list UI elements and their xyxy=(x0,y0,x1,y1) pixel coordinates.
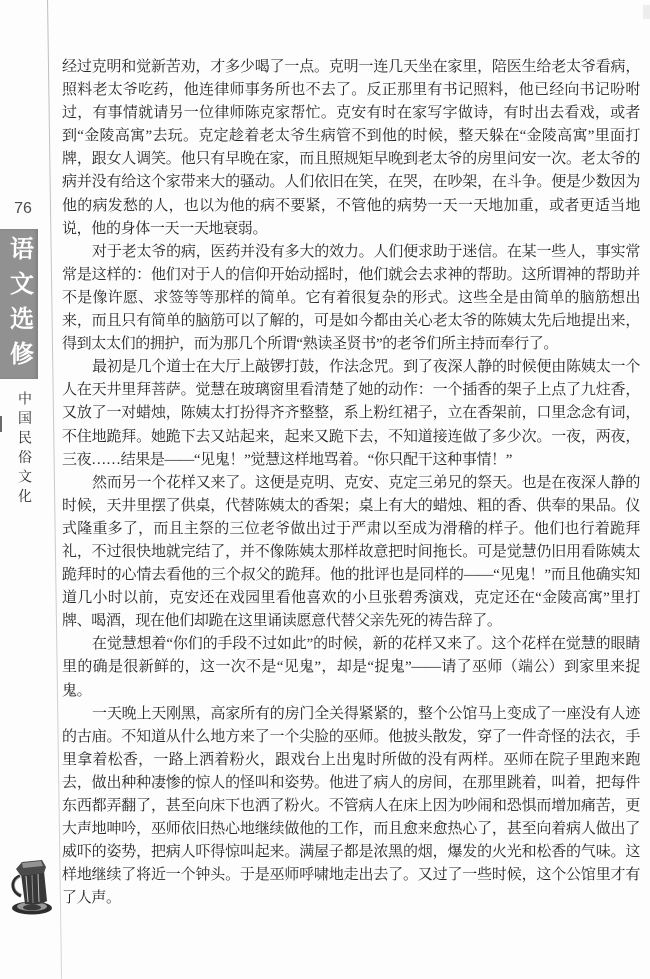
paragraph-6: 一天晚上天刚黑，高家所有的房门全关得紧紧的，整个公馆马上变成了一座没有人迹的古庙。不知道从什么地方来了一个尖脸的巫师。他披头散发，穿了一件奇怪的法衣，手里拿着松香，一路上洒着粉火，跟戏台上出鬼时所做的没有两样。巫师在院子里跑来跑去，做出种种凄惨的惊人的怪叫和姿势。他进了病人的房间，在那里跳着，叫着，把每件东西都弄翻了，甚至向床下也洒了粉火。不管病人在床上因为吵闹和恐惧而增加痛苦，更大声地呻吟，巫师依旧热心地继续做他的工作，而且愈来愈热心了，甚至向着病人做出了威吓的姿势，把病人吓得惊叫起来。满屋子都是浓黑的烟，爆发的火光和松香的气味。这样地继续了将近一个钟头。于是巫师呼啸地走出去了。又过了一些时候，这个公馆里才有了人声。 xyxy=(62,705,640,907)
paragraph-1: 经过克明和觉新苦劝，才多少喝了一点。克明一连几天坐在家里，陪医生给老太爷看病，照料老太爷吃药，他连律师事务所也不去了。反正那里有书记照料，他已经向书记吩咐过，有事情就请另一位律师陈克家帮忙。克安有时在家写字做诗，有时出去看戏，或者到“金陵高寓”去玩。克定趁着老太爷生病管不到他的时候，整天躲在“金陵高寓”里面打牌，跟女人调笑。他只有早晚在家，而且照规矩早晚到老太爷的房里问安一次。老太爷的病并没有给这个家带来大的骚动。人们依旧在笑，在哭，在吵架，在斗争。便是少数因为他的病发愁的人，也以为他的病不要紧，不管他的病势一天一天地加重，或者更适当地说，他的身体一天一天地衰弱。 xyxy=(62,59,640,237)
pitcher-icon xyxy=(9,855,55,922)
page-number: 76 xyxy=(14,200,32,217)
paragraph-2: 对于老太爷的病，医药并没有多大的效力。人们便求助于迷信。在某一些人，事实常常是这样的：他们对于人的信仰开始动摇时，他们就会去求神的帮助。这所谓神的帮助并不是像许愿、求签等等那样的简单。它有着很复杂的形式。这些全是由简单的脑筋想出来，而且只有简单的脑筋可以了解的，可是如今都由关心老太爷的陈姨太先后地提出来，得到太太们的拥护，而为那几个所谓“熟读圣贤书”的老爷们所主持而奉行了。 xyxy=(62,243,640,353)
paragraph-5: 在觉慧想着“你们的手段不过如此”的时候，新的花样又来了。这个花样在觉慧的眼睛里的确是很新鲜的，这一次不是“见鬼”，却是“捉鬼”——请了巫师（端公）到家里来捉鬼。 xyxy=(62,636,640,699)
series-subtitle: 中国民俗文化 xyxy=(16,391,31,508)
page-margin-line xyxy=(47,0,62,979)
paragraph-4: 然而另一个花样又来了。这便是克明、克安、克定三弟兄的祭天。也是在夜深人静的时候，天井里摆了供桌，代替陈姨太的香架；桌上有大的蜡烛、粗的香、供奉的果品。仪式隆重多了，而且主祭的三位老爷做出过于严肃以至成为滑稽的样子。他们也行着跪拜礼，不过很快地就完结了，并不像陈姨太那样故意把时间拖长。可是觉慧仍旧用看陈姨太跪拜时的心情去看他的三个叔父的跪拜。他的批评也是同样的——“见鬼！”而且他确实知道几小时以前，克安还在戏园里看他喜欢的小旦张碧秀演戏，克定还在“金陵高寓”里打牌、喝酒，现在他们却跪在这里诵读愿意代替父亲先死的祷告辞了。 xyxy=(62,474,640,630)
page-edge-mark xyxy=(0,416,2,432)
page-edge-smudge xyxy=(643,5,650,19)
paragraph-3: 最初是几个道士在大厅上敲锣打鼓，作法念咒。到了夜深人静的时候便由陈姨太一个人在天井里拜菩萨。觉慧在玻璃窗里看清楚了她的动作：一个插香的架子上点了九炷香，又放了一对蜡烛，陈姨太打扮得齐齐整整，系上粉红裙子，立在香架前，口里念念有词，不住地跪拜。她跪下去又站起来，起来又跪下去，不知道接连做了多少次。一夜，两夜，三夜……结果是——“见鬼！”觉慧这样地骂着。“你只配干这种事情！” xyxy=(62,359,640,468)
article-text xyxy=(62,56,640,910)
series-title-block xyxy=(0,229,38,379)
series-title: 语文选修 xyxy=(5,236,32,376)
